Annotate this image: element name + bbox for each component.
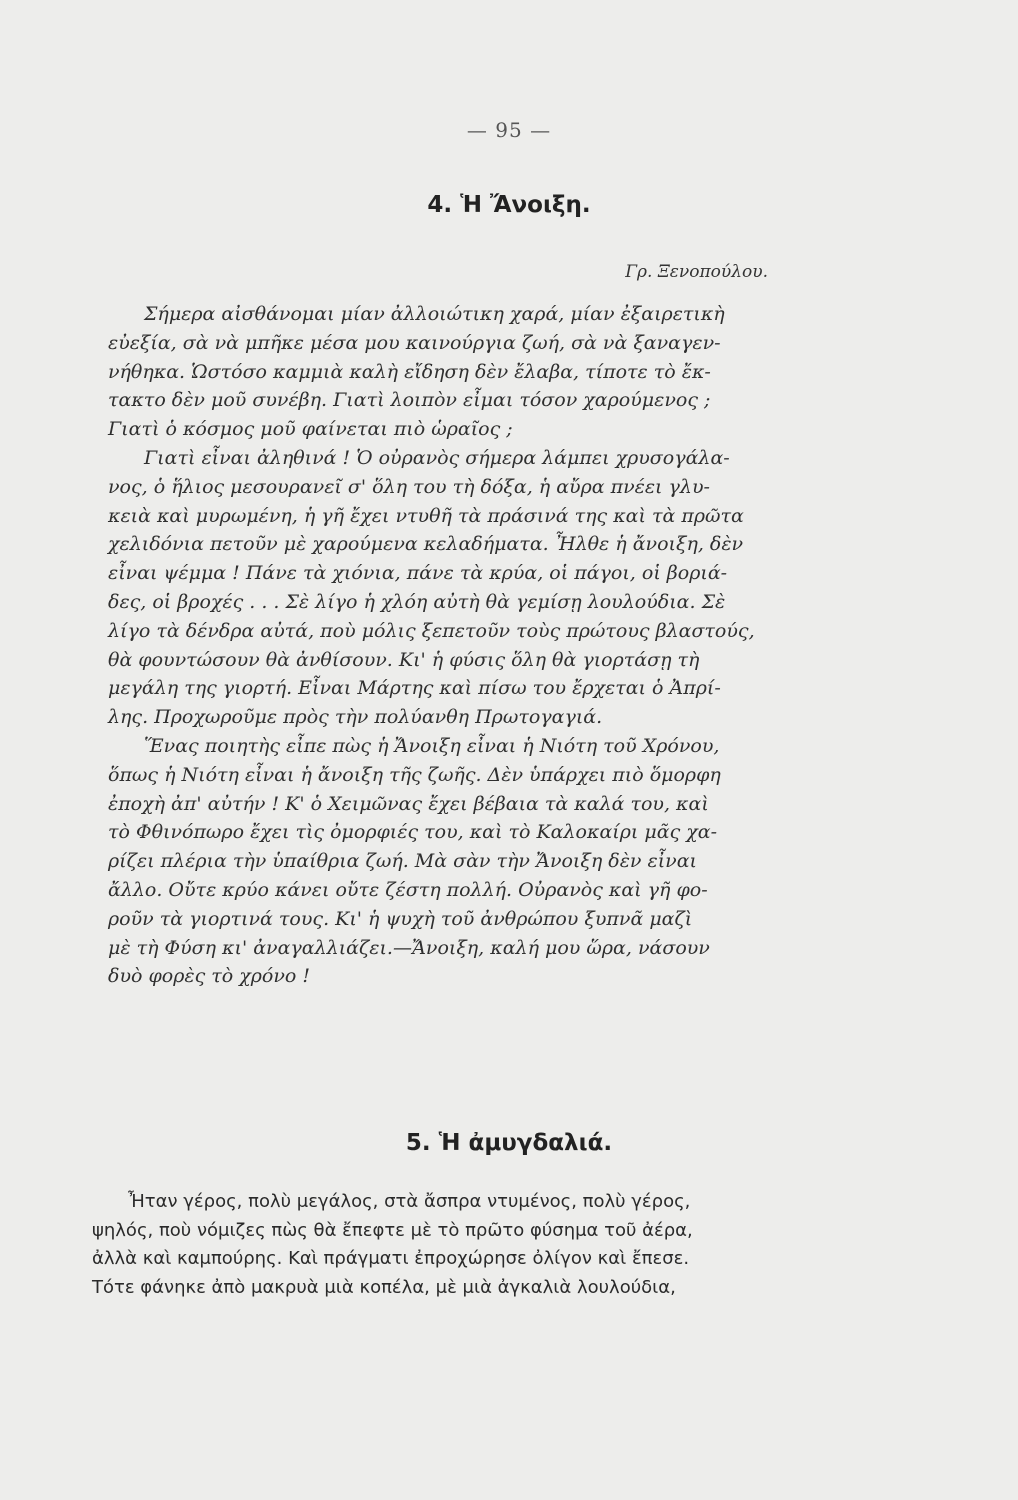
text-line: Γιατὶ εἶναι ἀληθινά ! Ὁ οὐρανὸς σήμερα λάμπει χρυσογάλα- (144, 446, 730, 469)
text-line: τακτο δὲν μοῦ συνέβη. Γιατὶ λοιπὸν εἶμαι τόσον χαρούμενος ; (108, 389, 711, 412)
text-line: ρίζει πλέρια τὴν ὑπαίθρια ζωή. Μὰ σὰν τὴν Ἄνοιξη δὲν εἶναι (108, 850, 697, 873)
text-line: τὸ Φθινόπωρο ἔχει τὶς ὀμορφιές του, καὶ τὸ Καλοκαίρι μᾶς χα- (108, 821, 718, 844)
text-line: λίγο τὰ δένδρα αὐτά, ποὺ μόλις ξεπετοῦν τοὺς πρώτους βλαστούς, (108, 619, 755, 642)
text-line: δες, οἱ βροχές . . . Σὲ λίγο ἡ χλόη αὐτὴ θὰ γεμίσῃ λουλούδια. Σὲ (108, 590, 726, 613)
text-line: ροῦν τὰ γιορτινά τους. Κι' ἡ ψυχὴ τοῦ ἀνθρώπου ξυπνᾶ μαζὶ (108, 907, 693, 930)
text-line: ἐποχὴ ἀπ' αὐτήν ! Κ' ὁ Χειμῶνας ἔχει βέβαια τὰ καλά του, καὶ (108, 792, 709, 815)
text-line: Ἕνας ποιητὴς εἶπε πὼς ἡ Ἄνοιξη εἶναι ἡ Νιότη τοῦ Χρόνου, (144, 734, 720, 757)
text-line: ἀλλὰ καὶ καμπούρης. Καὶ πράγματι ἐπροχώρησε ὀλίγον καὶ ἔπεσε. (92, 1248, 690, 1269)
section-heading-almond-tree: 5. Ἡ ἀμυγδαλιά. (405, 1130, 613, 1156)
text-line: μεγάλη της γιορτή. Εἶναι Μάρτης καὶ πίσω του ἔρχεται ὁ Ἀπρί- (108, 677, 721, 700)
text-line: Ἦταν γέρος, πολὺ μεγάλος, στὰ ἄσπρα ντυμένος, πολὺ γέρος, (128, 1191, 691, 1212)
text-line: Σήμερα αἰσθάνομαι μίαν ἀλλοιώτικη χαρά, μίαν ἐξαιρετικὴ (144, 303, 725, 325)
text-line: εὐεξία, σὰ νὰ μπῆκε μέσα μου καινούργια ζωή, σὰ νὰ ξαναγεν- (108, 331, 721, 354)
text-line: θὰ φουντώσουν θὰ ἀνθίσουν. Κι' ἡ φύσις ὅλη θὰ γιορτάσῃ τὴ (108, 648, 700, 671)
text-line: ἄλλο. Οὔτε κρύο κάνει οὔτε ζέστη πολλή. Οὐρανὸς καὶ γῆ φο- (108, 878, 708, 901)
spring-text (108, 300, 820, 991)
text-line: χελιδόνια πετοῦν μὲ χαρούμενα κελαδήματα. Ἦλθε ἡ ἄνοιξη, δὲν (108, 533, 744, 556)
text-line: Τότε φάνηκε ἀπὸ μακρυὰ μιὰ κοπέλα, μὲ μιὰ ἀγκαλιὰ λουλούδια, (92, 1276, 676, 1298)
text-line: μὲ τὴ Φύση κι' ἀναγαλλιάζει.—Ἄνοιξη, καλή μου ὥρα, νάσουν (108, 936, 710, 959)
text-line: κειὰ καὶ μυρωμένη, ἡ γῆ ἔχει ντυθῆ τὰ πράσινά της καὶ τὰ πρῶτα (108, 504, 744, 527)
text-line: εἶναι ψέμμα ! Πάνε τὰ χιόνια, πάνε τὰ κρύα, οἱ πάγοι, οἱ βοριά- (108, 562, 728, 585)
text-line: ὅπως ἡ Νιότη εἶναι ἡ ἄνοιξη τῆς ζωῆς. Δὲν ὑπάρχει πιὸ ὅμορφη (108, 763, 721, 786)
text-line: νήθηκα. Ὡστόσο καμμιὰ καλὴ εἴδηση δὲν ἔλαβα, τίποτε τὸ ἔκ- (108, 360, 711, 383)
text-line: λης. Προχωροῦμε πρὸς τὴν πολύανθη Πρωτογαγιά. (108, 706, 603, 729)
text-line: δυὸ φορὲς τὸ χρόνο ! (108, 965, 311, 988)
text-line: ψηλός, ποὺ νόμιζες πὼς θὰ ἔπεφτε μὲ τὸ πρῶτο φύσημα τοῦ ἀέρα, (92, 1219, 693, 1241)
section-heading-spring: 4. Ἡ Ἄνοιξη. (427, 192, 591, 218)
page-number: — 95 — (466, 118, 552, 142)
almond-tree-text (92, 1188, 822, 1302)
text-line: Γιατὶ ὁ κόσμος μοῦ φαίνεται πιὸ ὡραῖος ; (108, 418, 513, 441)
author-attribution: Γρ. Ξενοπούλου. (625, 262, 768, 282)
text-line: νος, ὁ ἥλιος μεσουρανεῖ σ' ὅλη του τὴ δόξα, ἡ αὔρα πνέει γλυ- (108, 475, 710, 498)
